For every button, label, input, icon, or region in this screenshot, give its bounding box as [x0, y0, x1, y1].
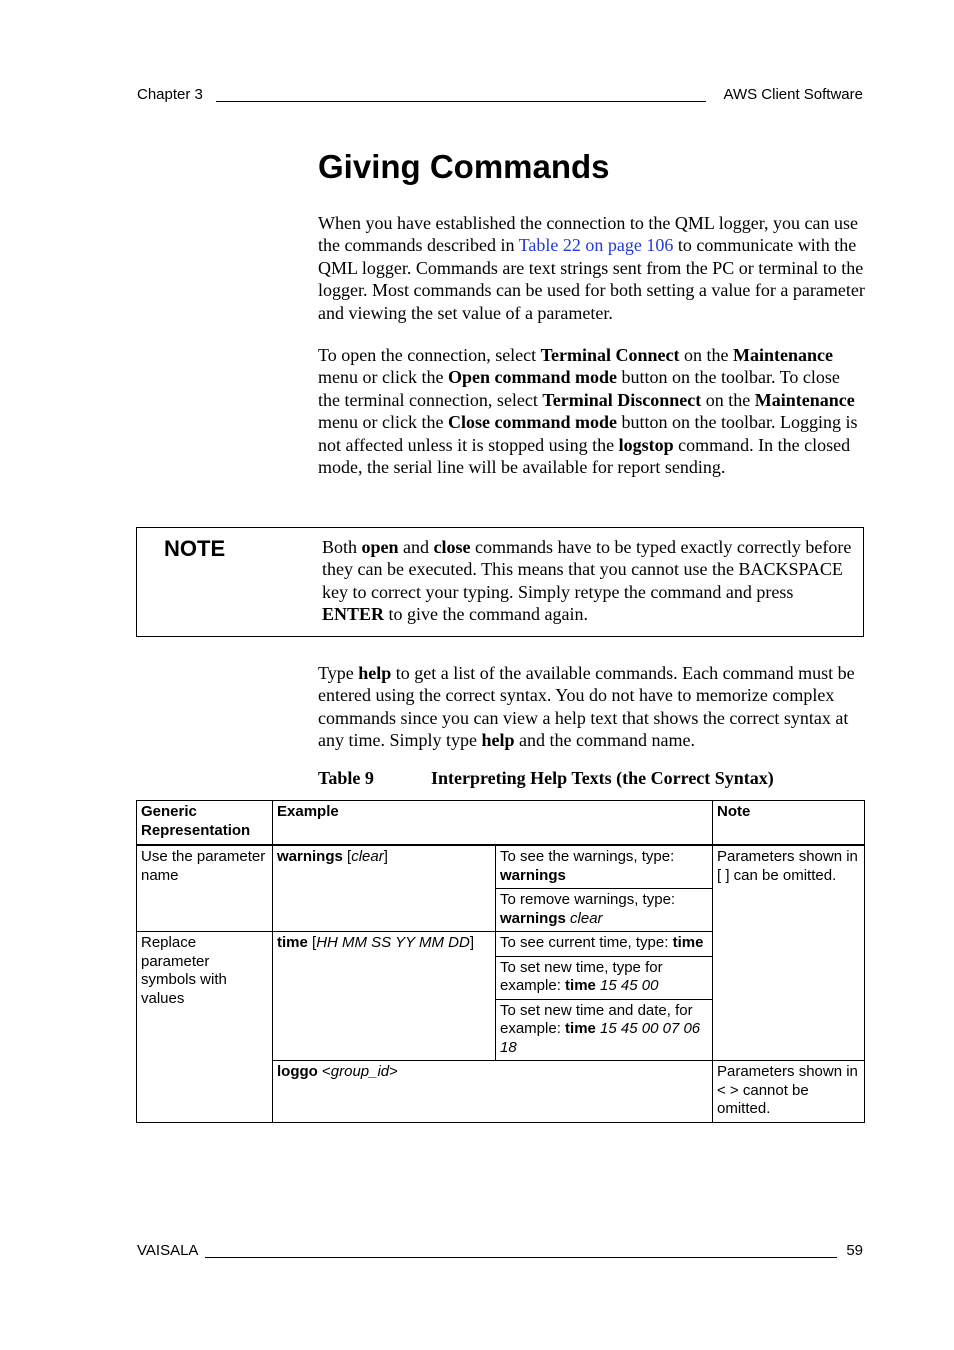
- menu-term: Terminal Disconnect: [542, 389, 702, 410]
- parameter: group_id: [330, 1063, 390, 1080]
- parameter: 15 45 00 07 06 18: [500, 1020, 701, 1056]
- footer-rule: [205, 1257, 837, 1258]
- command-name: warnings: [277, 848, 343, 865]
- command-term: logstop: [618, 434, 674, 455]
- command-term: close: [433, 537, 471, 557]
- company-label: VAISALA: [137, 1242, 199, 1259]
- note-text: [322, 536, 858, 626]
- connection-paragraph: [318, 344, 866, 478]
- generic-cell: Replace parameter symbols with values: [137, 932, 273, 1123]
- text: on the: [701, 389, 755, 410]
- help-texts-table: [136, 800, 865, 1123]
- note-box: [136, 527, 864, 637]
- command-name: loggo: [277, 1063, 318, 1080]
- header-generic: [137, 801, 273, 846]
- parameter: 15 45 00: [595, 977, 659, 994]
- text: command. In the closed mode, the serial line will be available for report sending.: [318, 434, 851, 478]
- text: menu or click the: [318, 412, 448, 433]
- header-text: Generic Representation: [141, 803, 251, 839]
- text: To open the connection, select: [318, 345, 541, 365]
- header-note: [713, 801, 865, 846]
- note-label: NOTE: [164, 536, 226, 561]
- text: Type: [318, 663, 359, 683]
- command-name: warnings: [500, 866, 566, 884]
- command-name: time: [277, 934, 308, 951]
- example-cell: [496, 999, 713, 1061]
- text: and: [398, 537, 434, 557]
- bracket: [: [307, 934, 317, 951]
- button-term: Open command mode: [447, 367, 617, 388]
- command-name: warnings: [500, 909, 566, 927]
- header-text: Example: [277, 803, 339, 820]
- table-header-row: [137, 801, 865, 846]
- key-term: ENTER: [322, 604, 385, 625]
- parameter: HH MM SS YY MM DD: [316, 934, 470, 951]
- menu-term: Maintenance: [733, 345, 833, 365]
- chapter-label: Chapter 3: [137, 86, 203, 103]
- table-22-link[interactable]: Table 22 on page 106: [518, 235, 674, 256]
- page-title: Giving Commands: [318, 148, 610, 185]
- page-number: 59: [846, 1242, 863, 1259]
- text: To set new time, type for example:: [500, 958, 663, 994]
- table-row: [137, 845, 865, 889]
- command-term: help: [358, 663, 392, 683]
- example-cell: [496, 956, 713, 999]
- bracket: ]: [383, 848, 388, 865]
- text: button on the toolbar. To close the terminal connection, select: [318, 367, 840, 410]
- example-cell: [496, 889, 713, 932]
- help-paragraph: [318, 662, 866, 752]
- page-header: [137, 86, 863, 106]
- text: to communicate with the QML logger. Commands are text strings sent from the PC or terminal to the logger. Most commands can be used for both setting a value for a parameter and viewing the set value of a parameter.: [318, 235, 865, 323]
- text: commands have to be typed exactly correctly before they can be executed. This means that you cannot use the BACKSPACE key to correct your typing. Simply retype the command and press: [322, 537, 852, 602]
- bracket: [: [342, 848, 352, 865]
- parameter: clear: [351, 848, 384, 865]
- syntax-cell: [273, 932, 496, 1061]
- table-number: Table 9: [318, 768, 374, 788]
- text: to get a list of the available commands. Each command must be entered using the correct syntax. You do not have to memorize complex commands since you can view a help text that shows the correct syntax at any time. Simply type: [318, 663, 855, 751]
- section-label: AWS Client Software: [723, 86, 863, 103]
- text: on the: [679, 345, 734, 365]
- parameter: clear: [565, 909, 603, 927]
- bracket: <: [317, 1063, 331, 1080]
- text: and the command name.: [514, 730, 695, 751]
- button-term: Close command mode: [447, 412, 617, 433]
- command-name: time: [565, 977, 596, 994]
- header-text: Note: [717, 803, 751, 820]
- example-cell: [496, 845, 713, 889]
- syntax-cell: [273, 845, 496, 932]
- table-title: Interpreting Help Texts (the Correct Syntax): [431, 768, 774, 788]
- text: Both: [322, 537, 362, 557]
- text: To see the warnings, type:: [500, 848, 675, 865]
- intro-paragraph: [318, 212, 866, 324]
- text: to give the command again.: [384, 604, 588, 625]
- syntax-cell: [273, 1061, 713, 1123]
- generic-cell: Use the parameter name: [137, 845, 273, 932]
- page-footer: [137, 1242, 863, 1262]
- text: To remove warnings, type:: [500, 891, 676, 908]
- menu-term: Maintenance: [754, 389, 855, 410]
- text: menu or click the: [318, 367, 448, 388]
- header-example: [273, 801, 713, 846]
- command-term: help: [481, 730, 515, 751]
- example-cell: [496, 932, 713, 957]
- command-name: time: [565, 1020, 596, 1037]
- command-term: open: [361, 537, 399, 557]
- text: When you have established the connection to the QML logger, you can use the commands described in: [318, 213, 858, 256]
- header-rule: [216, 101, 706, 102]
- text: To set new time and date, for example:: [500, 1001, 693, 1037]
- note-cell: Parameters shown in [ ] can be omitted.: [713, 845, 865, 1061]
- bracket: ]: [469, 934, 474, 951]
- note-cell: Parameters shown in < > cannot be omitted.: [713, 1061, 865, 1123]
- bracket: >: [389, 1063, 398, 1080]
- text: button on the toolbar. Logging is not affected unless it is stopped using the: [318, 412, 858, 455]
- menu-term: Terminal Connect: [540, 345, 680, 365]
- text: To see current time, type:: [500, 934, 673, 951]
- command-name: time: [672, 934, 704, 951]
